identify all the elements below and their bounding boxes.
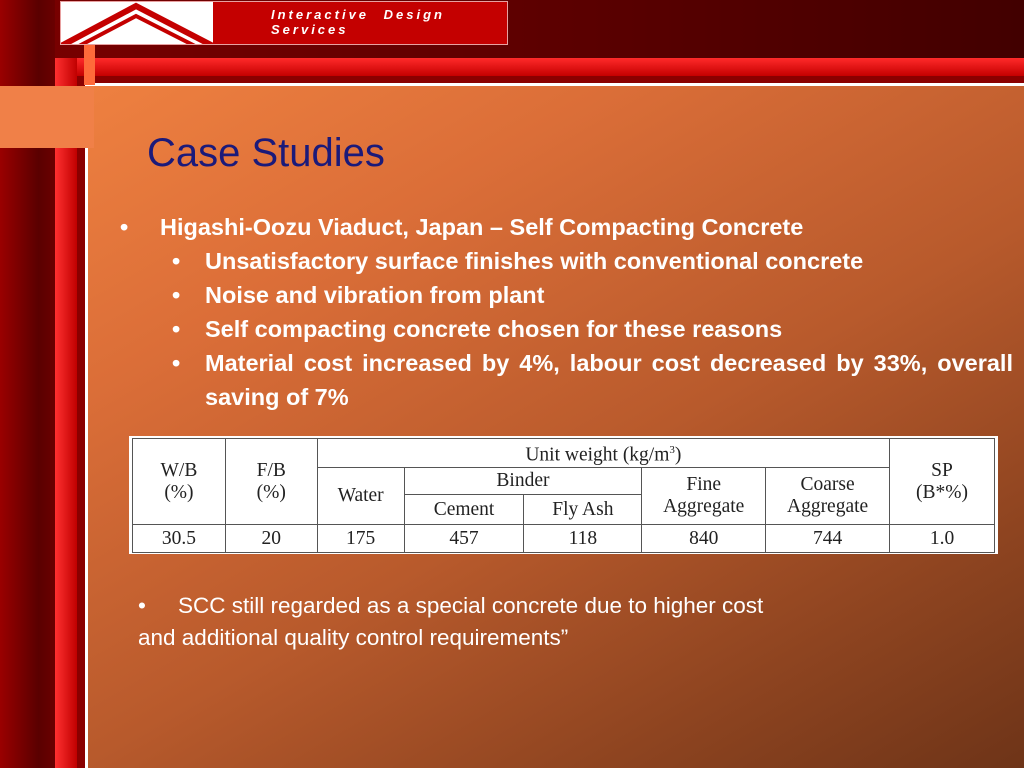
header-sp-unit: (B*%) <box>916 481 969 503</box>
table-cell: 1.0 <box>890 525 995 553</box>
bullet-glyph: • <box>172 350 181 376</box>
company-logo-banner <box>60 1 508 45</box>
bullet-glyph: • <box>172 282 181 308</box>
table-cell: 744 <box>766 525 890 553</box>
table-cell: 457 <box>404 525 524 553</box>
header-fly-ash: Fly Ash <box>524 495 642 525</box>
header-sp-label: SP <box>931 459 953 481</box>
header-fb <box>225 439 317 525</box>
sub-bullet-text: Unsatisfactory surface finishes with conventional concrete <box>205 248 864 274</box>
header-binder: Binder <box>404 468 642 495</box>
header-unit-weight-sup: 3 <box>669 444 675 457</box>
header-fine-1: Fine <box>686 474 722 495</box>
header-wb-label: W/B <box>160 459 198 481</box>
header-unit-weight-close: ) <box>674 444 682 466</box>
sub-bullet-text: Material cost increased by 4%, labour cost decreased by 33%, overall saving of 7% <box>205 350 1013 410</box>
table-cell: 20 <box>225 525 317 553</box>
table-row <box>133 525 995 553</box>
bullet-main-text: Higashi-Oozu Viaduct, Japan – Self Compacting Concrete <box>160 214 804 240</box>
header-wb <box>133 439 226 525</box>
header-fine-aggregate <box>642 468 766 525</box>
header-coarse-2: Aggregate <box>786 496 869 517</box>
bullet-glyph: • <box>138 593 146 618</box>
header-fine-2: Aggregate <box>663 496 745 517</box>
table-cell: 175 <box>317 525 404 553</box>
frame-strip-left <box>55 58 77 768</box>
sub-bullet-text: Self compacting concrete chosen for these reasons <box>205 316 783 342</box>
logo-text: Interactive Design Services <box>271 7 445 37</box>
header-sp <box>890 439 995 525</box>
slide-content-panel <box>88 86 1024 768</box>
accent-bar <box>84 45 95 85</box>
closing-note-line-1: SCC still regarded as a special concrete due to higher cost <box>178 593 764 618</box>
header-unit-weight-text: Unit weight (kg/m <box>525 444 670 466</box>
frame-inner-line-left <box>77 76 85 768</box>
mix-proportion-table <box>132 438 995 553</box>
header-cement: Cement <box>404 495 524 525</box>
table-cell: 840 <box>642 525 766 553</box>
header-unit-weight <box>317 439 889 468</box>
mix-proportion-table-image <box>129 436 998 554</box>
header-coarse-aggregate <box>766 468 890 525</box>
header-wb-unit: (%) <box>164 481 194 503</box>
diamond-logo-icon <box>61 2 213 45</box>
sub-bullet-text: Noise and vibration from plant <box>205 282 545 308</box>
slide-title: Case Studies <box>147 131 385 175</box>
closing-note-line-2: and additional quality control requirements” <box>138 625 569 650</box>
header-water: Water <box>317 468 404 525</box>
frame-strip-top <box>55 58 1024 76</box>
header-fb-label: F/B <box>256 459 286 481</box>
logo-emblem <box>61 2 213 45</box>
bullet-glyph: • <box>120 214 129 240</box>
bullet-glyph: • <box>172 248 181 274</box>
accent-block <box>0 86 94 148</box>
bullet-glyph: • <box>172 316 181 342</box>
table-cell: 118 <box>524 525 642 553</box>
header-fb-unit: (%) <box>256 481 286 503</box>
table-cell: 30.5 <box>133 525 226 553</box>
header-coarse-1: Coarse <box>800 474 855 495</box>
